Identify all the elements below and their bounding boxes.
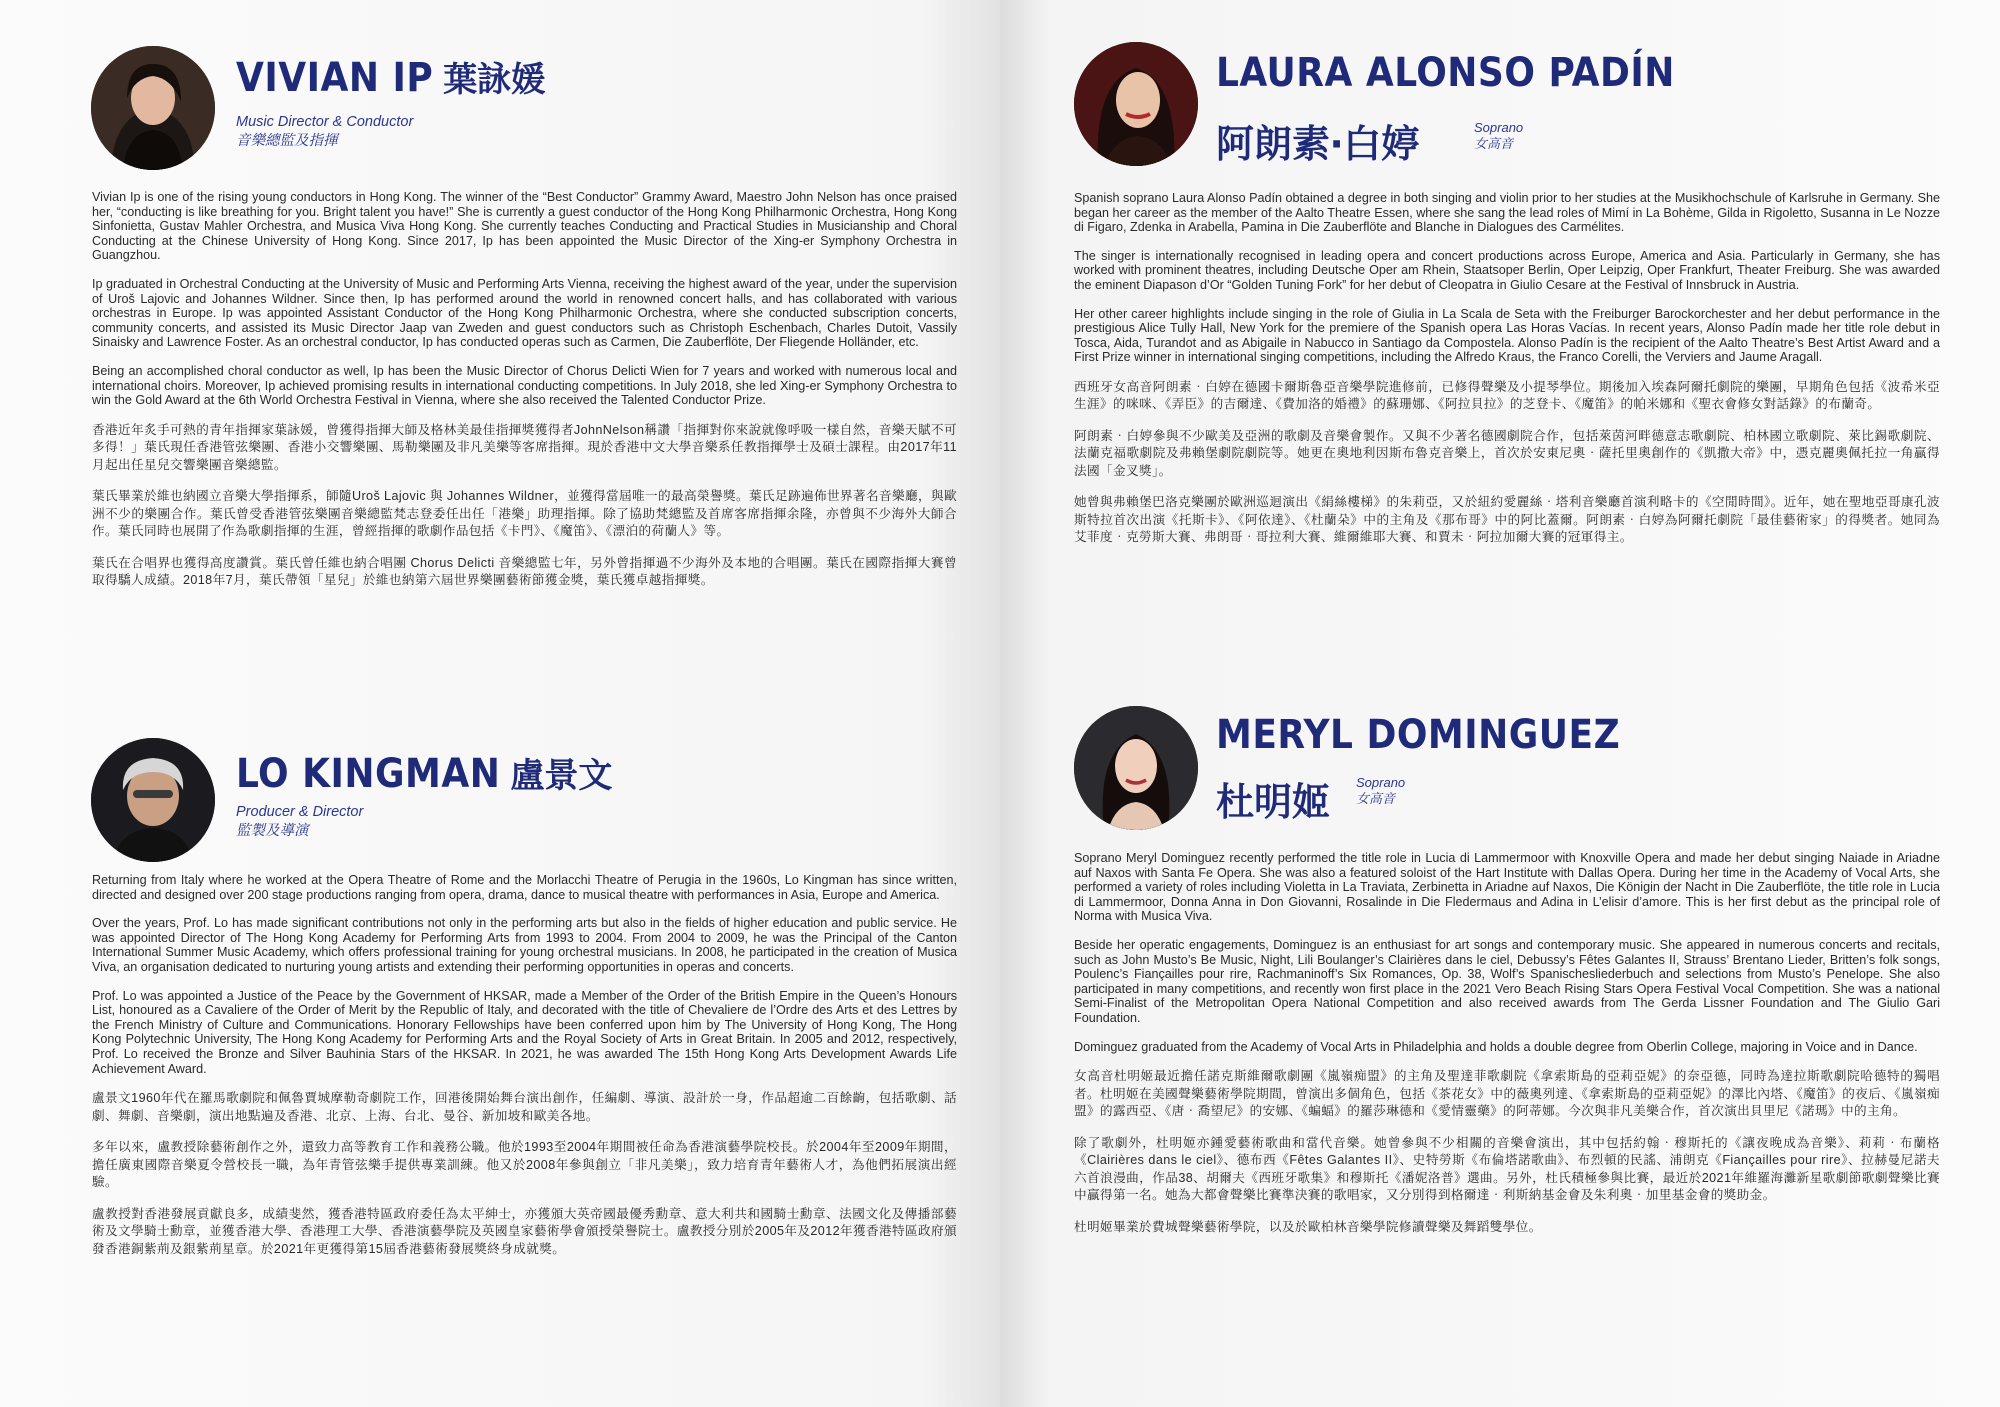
lo-kingman-bio — [92, 873, 957, 1272]
lo-kingman-bio-zh-2: 多年以來，盧教授除藝術創作之外，還致力高等教育工作和義務公職。他於1993至2004年期間被任命為香港演藝學院校長。於2004年至2009年期間，擔任廣東國際音樂夏令營校長一職，為年青管弦樂手提供專業訓練。他又於2008年參與創立「非凡美樂」，致力培育青年藝術人才，為他們拓展演出經驗。 — [92, 1140, 957, 1190]
laura-alonso-padin-bio-en-3: Her other career highlights include singing in the role of Giulia in La Scala de Seta with the Freiburger Barockorchester and her debut performance in the prestigious Alice Tully Hall, New York for the premiere of the Spanish opera Las Horas Vacías. In recent years, Alonso Padín made her title role debut in Tosca, Aida, Turandot and as Abigaile in Nabucco in Santiago da Compostela. Alonso Padín is the recipient of the Aalto Theatre’s Best Artist Award and a First Prize winner in international singing competitions, including the Alfredo Kraus, the Franco Corelli, the Verviers and Jaume Aragall. — [1074, 306, 1940, 365]
meryl-dominguez-bio-en-3: Dominguez graduated from the Academy of Vocal Arts in Philadelphia and holds a double degree from Oberlin College, majoring in Voice and in Dance. — [1074, 1039, 1918, 1054]
vivian-ip-name-zh: 葉詠媛 — [443, 60, 546, 100]
lo-kingman-photo — [91, 738, 215, 862]
laura-alonso-padin-voice — [1474, 120, 1523, 152]
lo-kingman-bio-zh-3: 盧教授對香港發展貢獻良多，成績斐然，獲香港特區政府委任為太平紳士，亦獲頒大英帝國最優秀勳章、意大利共和國騎士勳章、法國文化及傳播部藝術及文學騎士勳章，並獲香港大學、香港理工大學、香港演藝學院及英國皇家藝術學會頒授榮譽院士。盧教授分別於2005年及2012年獲香港特區政府頒發香港銅紫荊及銀紫荊星章。於2021年更獲得第15屆香港藝術發展獎終身成就獎。 — [92, 1206, 957, 1256]
meryl-dominguez-bio — [1074, 851, 1940, 1250]
lo-kingman-bio-en-1: Returning from Italy where he worked at the Opera Theatre of Rome and the Morlacchi Theatre of Perugia in the 1960s, Lo Kingman has since written, directed and designed over 200 stage productions ranging from opera, drama, dance to musical theatre with performances in Asia, Europe and America. — [92, 873, 957, 902]
lo-kingman-name-en: LO KINGMAN — [236, 751, 501, 797]
lo-kingman-name-zh: 盧景文 — [510, 756, 613, 796]
vivian-ip-role-en: Music Director & Conductor — [236, 114, 414, 130]
meryl-dominguez-name-en: MERYL DOMINGUEZ — [1216, 712, 1621, 758]
vivian-ip-role — [236, 113, 413, 151]
vivian-ip-bio-en-1: Vivian Ip is one of the rising young conductors in Hong Kong. The winner of the “Best Conductor” Grammy Award, Maestro John Nelson has once praised her, “conducting is like breathing for you. Bright talent you have!” She is currently a guest conductor of the Hong Kong Philharmonic Orchestra, Hong Kong Sinfonietta, Gustav Mahler Orchestra, and Musica Viva Hong Kong. She currently teaches Conducting and Practical Studies in Musicianship and Choral Conducting at the Chinese University of Hong Kong. Since 2017, Ip has been appointed the Music Director of the Xing-er Symphony Orchestra in Guangzhou. — [92, 190, 957, 263]
vivian-ip-bio — [92, 190, 957, 604]
vivian-ip-bio-en-2: Ip graduated in Orchestral Conducting at the University of Music and Performing Arts Vienna, receiving the highest award of the year, under the supervision of Uroš Lajovic and Johannes Wildner. Since then, Ip has performed around the world in renowned concert halls, and has collaborated with various orchestras in Europe. Ip was appointed Assistant Conductor of the Hong Kong Philharmonic Orchestra, where she conducted subscription concerts, community concerts, and assisted its Music Director Jaap van Zweden and guest conductors such as Christoph Eschenbach, Charles Dutoit, Vassily Sinaisky and Lawrence Foster. As an orchestral conductor, Ip has conducted operas such as Carmen, Die Zauberflöte, Der Fliegende Holländer, etc. — [92, 276, 957, 350]
meryl-dominguez-bio-en-2: Beside her operatic engagements, Dominguez is an enthusiast for art songs and contemporary music. She appeared in numerous concerts and recitals, such as John Musto’s Be Music, Night, Lili Boulanger’s Clairières dans le ciel, Debussy’s Fêtes Galantes II, Strauss’ Brentano Lieder, Britten’s folk songs, Poulenc’s Fiançailles pour rire, Rachmaninoff’s Six Romances, Op. 38, Wolf’s Spanischesliederbuch and selections from Musto’s Penelope. She also participated in many competitions, and recently won first place in the 2021 Vero Beach Rising Stars Opera Festival Vocal Competition. She was a national Semi-Finalist of the Metropolitan Opera National Competition and also received awards from The Gerda Lissner Foundation and The Giulio Gari Foundation. — [1074, 937, 1940, 1025]
vivian-ip-name-en: VIVIAN IP — [236, 55, 434, 101]
lo-kingman-role-zh: 監製及導演 — [236, 823, 309, 839]
vivian-ip-bio-zh-1: 香港近年炙手可熱的青年指揮家葉詠媛，曾獲得指揮大師及格林美最佳指揮獎獲得者JohnNelson稱讚「指揮對你來說就像呼吸一樣自然，音樂天賦不可多得！」葉氏現任香港管弦樂團、香港小交響樂團、馬勒樂團及非凡美樂等客席指揮。現於香港中文大學音樂系任教指揮學士及碩士課程。由2017年11月起出任星兒交響樂團音樂總監。 — [92, 422, 957, 472]
laura-alonso-padin-photo — [1074, 42, 1198, 166]
laura-alonso-padin-bio-zh-1: 西班牙女高音阿朗素‧白婷在德國卡爾斯魯亞音樂學院進修前，已修得聲樂及小提琴學位。期後加入埃森阿爾托劇院的樂團，早期角色包括《波希米亞生涯》的咪咪、《弄臣》的吉爾達、《費加洛的婚禮》的蘇珊娜、《阿拉貝拉》的芝登卡、《魔笛》的帕米娜和《聖衣會修女對話錄》的布蘭奇。 — [1074, 379, 1940, 412]
laura-alonso-padin-name-en: LAURA ALONSO PADÍN — [1216, 50, 1675, 96]
lo-kingman-bio-en-2: Over the years, Prof. Lo has made significant contributions not only in the performing arts but also in the fields of higher education and public service. He was appointed Director of The Hong Kong Academy for Performing Arts from 1993 to 2004. From 2004 to 2009, he was the Principal of the Canton International Summer Music Academy, which offers professional training for young orchestral musicians. In 2008, he participated in the creation of Musica Viva, an organisation dedicated to nurturing young artists and extending their performing opportunities in operas and concerts. — [92, 916, 957, 974]
vivian-ip-bio-zh-3: 葉氏在合唱界也獲得高度讚賞。葉氏曾任維也納合唱團 Chorus Delicti 音樂總監七年，另外曾指揮過不少海外及本地的合唱團。葉氏在國際指揮大賽曾取得驕人成績。2018年7月，葉氏帶領「星兒」於維也納第六屆世界樂團藝術節獲金獎，葉氏獲卓越指揮獎。 — [92, 555, 957, 588]
laura-alonso-padin-bio — [1074, 191, 1940, 561]
vivian-ip-role-zh: 音樂總監及指揮 — [236, 133, 338, 149]
laura-alonso-padin-bio-en-1: Spanish soprano Laura Alonso Padín obtained a degree in both singing and violin prior to her studies at the Musikhochschule of Karlsruhe in Germany. She began her career as the member of the Aalto Theatre Essen, where she sang the lead roles of Mimí in La Bohème, Gilda in Rigoletto, Susanna in Le Nozze di Figaro, Zdenka in Arabella, Pamina in Die Zauberflöte and Blanche in Dialogues des Carmélites. — [1074, 191, 1940, 235]
lo-kingman-role — [236, 803, 363, 841]
laura-alonso-padin-bio-zh-3: 她曾與弗賴堡巴洛克樂團於歐洲巡迴演出《絹絲樓梯》的朱莉亞，又於紐約愛麗絲‧塔利音樂廳首演利略卡的《空閒時間》。近年，她在聖地亞哥康孔波斯特拉首次出演《托斯卡》、《阿依達》、《杜蘭朵》中的主角及《那布哥》中的阿比蓋爾。阿朗素‧白婷為阿爾托劇院「最佳藝術家」的得獎者。她同為艾菲度‧克勞斯大賽、弗朗哥‧哥拉利大賽、維爾維耶大賽、和賈未‧阿拉加爾大賽的冠軍得主。 — [1074, 495, 1940, 545]
laura-alonso-padin-bio-zh-2: 阿朗素‧白婷參與不少歐美及亞洲的歌劇及音樂會製作。又與不少著名德國劇院合作，包括萊茵河畔德意志歌劇院、柏林國立歌劇院、萊比錫歌劇院、法蘭克福歌劇院及弗賴堡劇院劇院等。她更在奧地利因斯布魯克音樂上，首次於安東尼奧‧薩托里奧創作的《凱撒大帝》中，憑克麗奧佩托拉一角贏得法國「金叉獎」。 — [1074, 428, 1940, 478]
meryl-dominguez-bio-zh-1: 女高音杜明姬最近擔任諾克斯維爾歌劇團《嵐嶺痴盟》的主角及聖達菲歌劇院《拿索斯島的亞莉亞妮》的奈亞德，同時為達拉斯歌劇院哈德特的獨唱者。杜明姬在美國聲樂藝術學院期間，曾演出多個角色，包括《茶花女》中的薇奧列達、《拿索斯島的亞莉亞妮》的澤比內塔、《魔笛》的夜后、《嵐嶺痴盟》的露西亞、《唐‧喬望尼》的安娜、《蝙蝠》的羅莎琳德和《愛情靈藥》的阿蒂娜。今次與非凡美樂合作，首次演出貝里尼《諾瑪》中的主角。 — [1074, 1069, 1940, 1119]
meryl-dominguez-bio-zh-2: 除了歌劇外，杜明姬亦鍾愛藝術歌曲和當代音樂。她曾參與不少相關的音樂會演出，其中包括約翰‧穆斯托的《讓夜晚成為音樂》、莉莉‧布蘭格《Clairières dans le ciel》、德布西《Fêtes Galantes II》、史特勞斯《布倫塔諾歌曲》、布烈頓的民謠、浦朗克《Fiançailles pour rire》、拉赫曼尼諾夫六首浪漫曲，作品38、胡爾夫《西班牙歌集》和穆斯托《潘妮洛普》選曲。另外，杜氏積極參與比賽，最近於2021年維羅海灘新星歌劇節歌劇聲樂比賽中贏得第一名。她為大都會聲樂比賽準決賽的歌唱家，又分別得到格爾達‧利斯納基金會及朱利奧‧加里基金會的獎助金。 — [1074, 1135, 1940, 1203]
meryl-dominguez-voice — [1356, 775, 1405, 807]
meryl-dominguez-photo — [1074, 706, 1198, 830]
lo-kingman-bio-en-3: Prof. Lo was appointed a Justice of the Peace by the Government of HKSAR, made a Member of the Order of the British Empire in the Queen’s Honours List, honoured as a Cavaliere of the Order of Merit by the Republic of Italy, and decorated with the title of Chevaliere de l’Ordre des Arts et des Lettres by the French Ministry of Culture and Communications. Honorary Fellowships have been conferred upon him by The University of Hong Kong, The Hong Kong Polytechnic University, The Hong Kong Academy for Performing Arts and the Royal Society of Arts in Great Britain. In 2005 and 2012, respectively, Prof. Lo received the Bronze and Silver Bauhinia Stars of the HKSAR. In 2021, he was awarded The 15th Hong Kong Arts Development Awards Life Achievement Award. — [92, 988, 957, 1076]
meryl-dominguez-bio-en-1: Soprano Meryl Dominguez recently performed the title role in Lucia di Lammermoor with Knoxville Opera and made her debut singing Naiade in Ariadne auf Naxos with Santa Fe Opera. She was also a featured soloist of the Hart Institute with Dallas Opera. During her time in the Academy of Vocal Arts, she performed a variety of roles including Violetta in La Traviata, Zerbinetta in Ariadne auf Naxos, Die Königin der Nacht in Die Zauberflöte, the title role in Lucia di Lammermoor, Donna Anna in Don Giovanni, Rosalinde in Die Fledermaus and Adina in L’elisir d’amore. This is her first debut as the principal role of Norma with Musica Viva. — [1074, 851, 1940, 924]
laura-alonso-padin-voice-en: Soprano — [1474, 120, 1524, 135]
meryl-dominguez-name-zh: 杜明姬 — [1216, 780, 1331, 824]
vivian-ip-name — [236, 52, 545, 101]
right-page — [1000, 0, 2000, 1407]
meryl-dominguez-voice-en: Soprano — [1356, 775, 1406, 790]
meryl-dominguez-bio-zh-3: 杜明姬畢業於費城聲樂藝術學院，以及於歐柏林音樂學院修讀聲樂及舞蹈雙學位。 — [1074, 1219, 1542, 1234]
vivian-ip-bio-zh-2: 葉氏畢業於維也納國立音樂大學指揮系，師隨Uroš Lajovic 與 Johannes Wildner，並獲得當屆唯一的最高榮譽獎。葉氏足跡遍佈世界著名音樂廳，與歐洲不少的樂團合作。葉氏曾受香港管弦樂團音樂總監梵志登委任出任「港樂」助理指揮。除了協助梵總監及首席客席指揮余隆，亦曾與不少海外大師合作。葉氏同時也展開了作為歌劇指揮的生涯，曾經指揮的歌劇作品包括《卡門》、《魔笛》、《漂泊的荷蘭人》等。 — [92, 489, 957, 539]
vivian-ip-bio-en-3: Being an accomplished choral conductor as well, Ip has been the Music Director of Chorus Delicti Wien for 7 years and worked with numerous local and international choirs. Moreover, Ip achieved promising results in international conducting competitions. In July 2018, she led Xing-er Symphony Orchestra to win the Gold Award at the 6th World Orchestra Festival in Vienna, where she also received the Talented Conductor Prize. — [92, 363, 957, 408]
lo-kingman-bio-zh-1: 盧景文1960年代在羅馬歌劇院和佩魯賈城摩勒奇劇院工作，回港後開始舞台演出創作，任編劇、導演、設計於一身，作品超逾二百餘齣，包括歌劇、話劇、舞劇、音樂劇，演出地點遍及香港、北京、上海、台北、曼谷、新加坡和歐美各地。 — [92, 1091, 957, 1123]
lo-kingman-name — [236, 748, 612, 797]
laura-alonso-padin-voice-zh: 女高音 — [1474, 136, 1514, 151]
laura-alonso-padin-bio-en-2: The singer is internationally recognised in leading opera and concert productions across Europe, America and Asia. Particularly in Germany, she has worked with prominent theatres, including Deutsche Oper am Rhein, Staatsoper Berlin, Oper Leipzig, Oper Frankfurt, Theater Freiburg. She was awarded the eminent Diapason d’Or “Golden Tuning Fork” for her debut of Cleopatra in Giulio Cesare at the Festival of Innsbruck in Austria. — [1074, 248, 1940, 292]
meryl-dominguez-voice-zh: 女高音 — [1356, 791, 1396, 806]
vivian-ip-photo — [91, 46, 215, 170]
laura-alonso-padin-name-zh: 阿朗素‧白婷 — [1216, 122, 1420, 166]
lo-kingman-role-en: Producer & Director — [236, 804, 364, 820]
